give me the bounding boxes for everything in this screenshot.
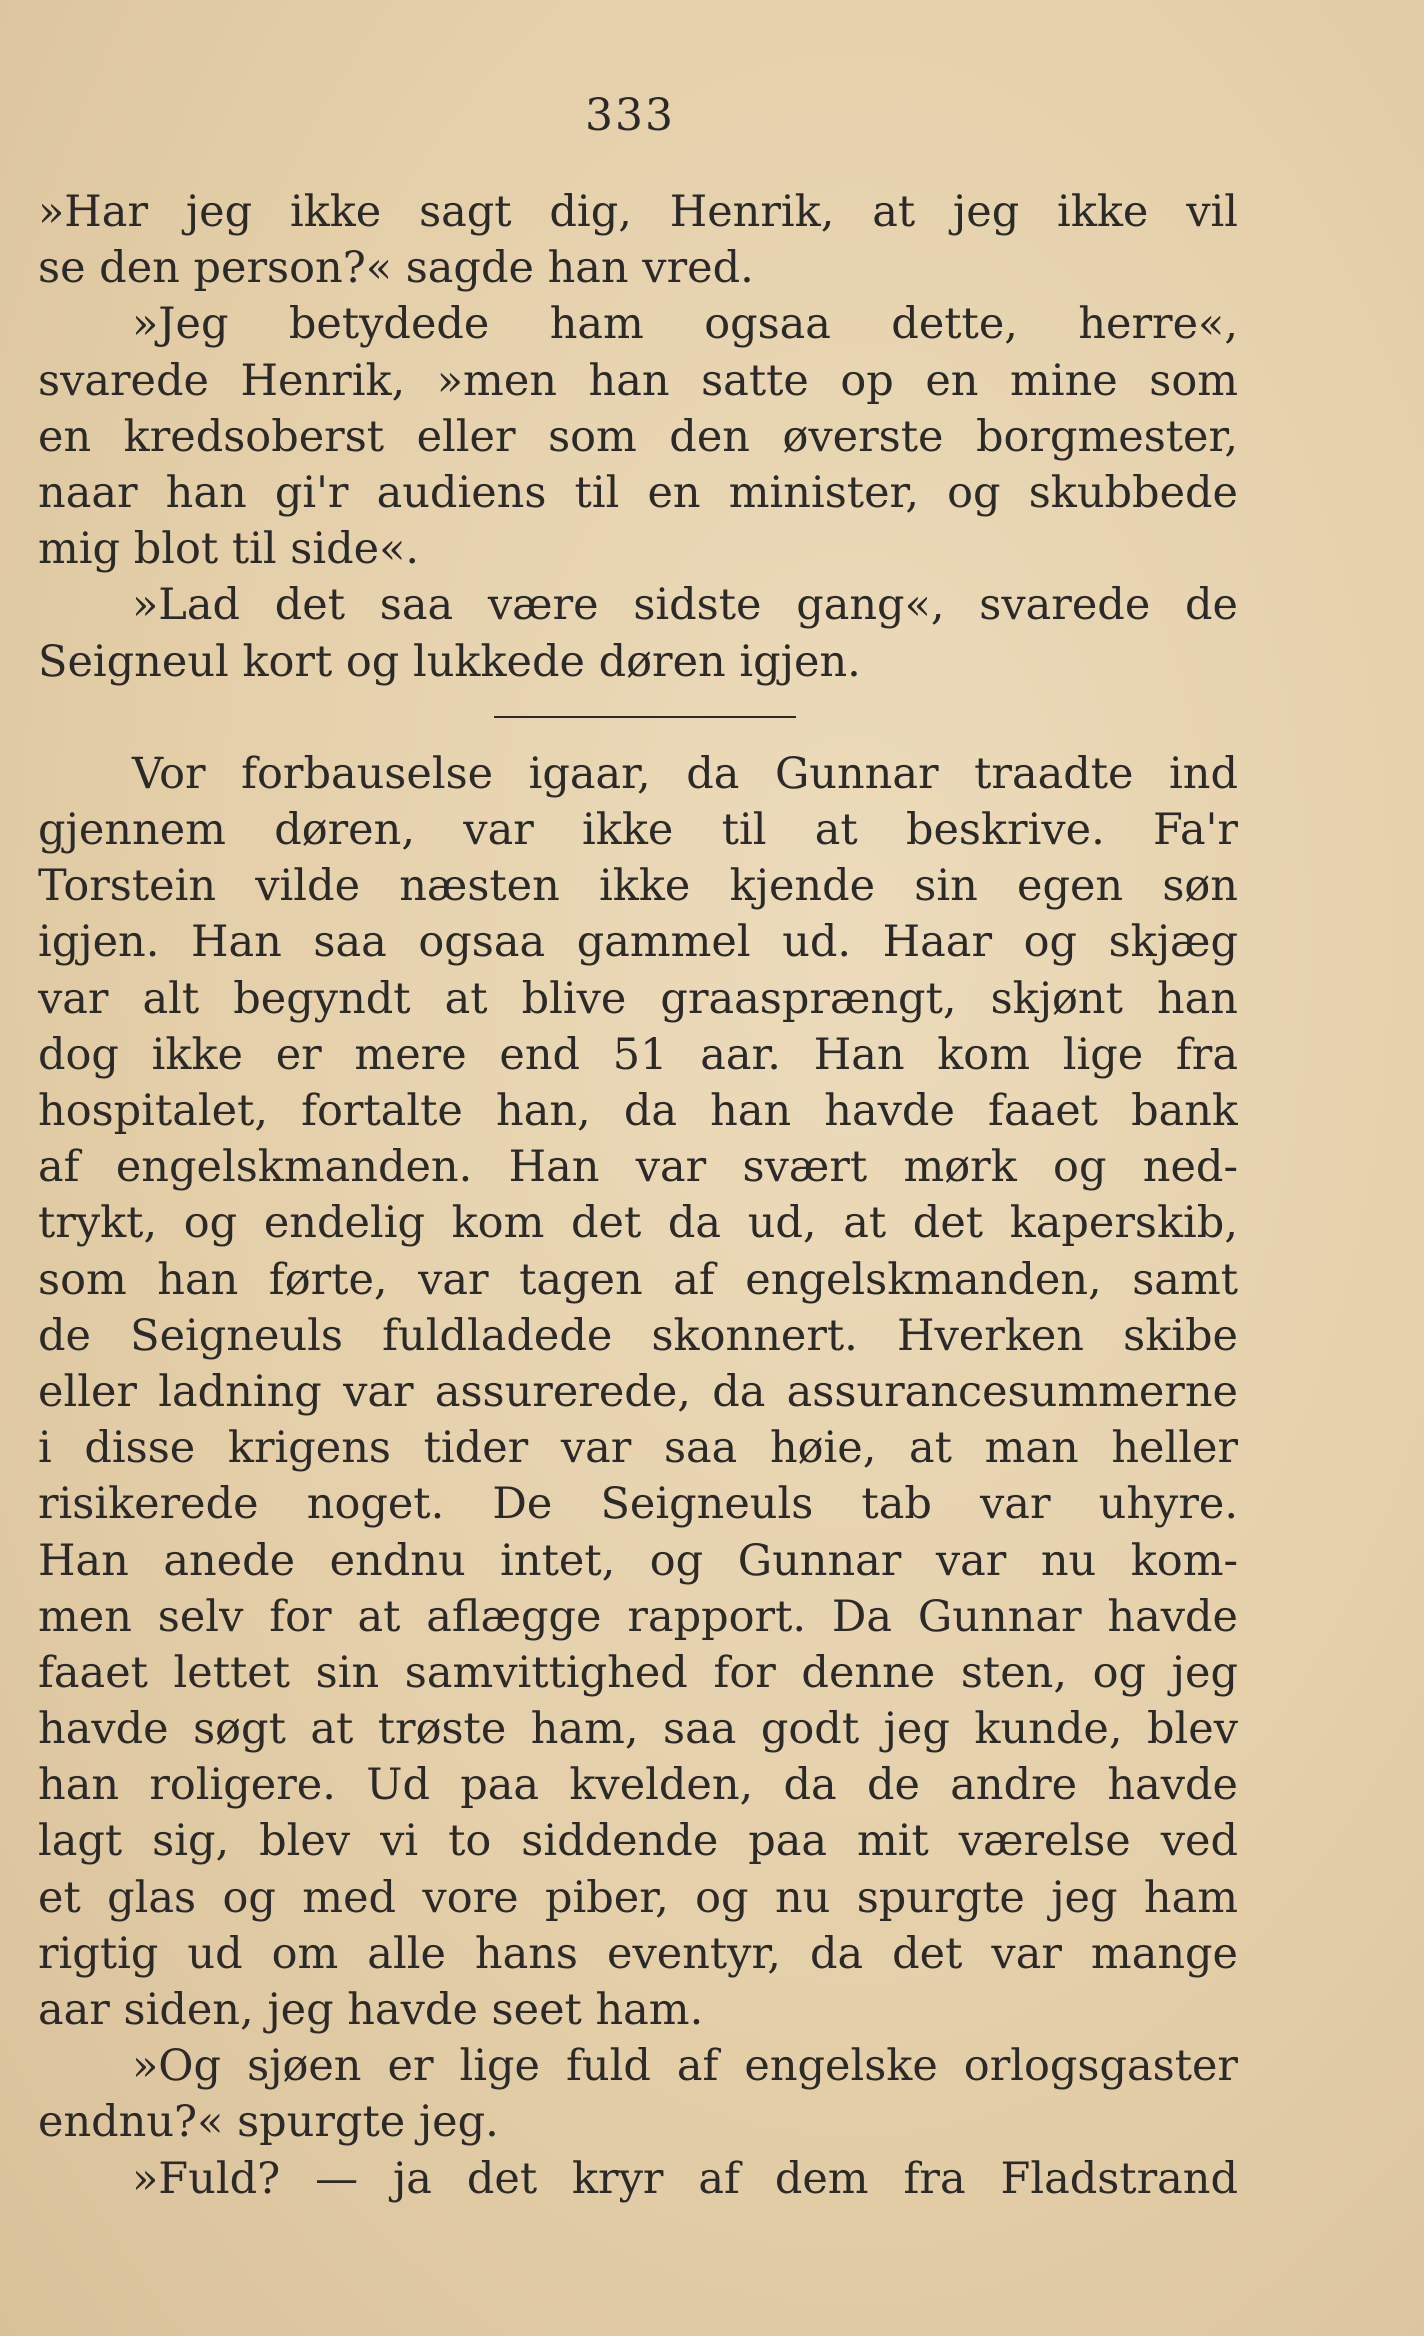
text-line: »Fuld? — ja det kryr af dem fra Fladstrand xyxy=(132,2153,1238,2204)
text-line: eller ladning var assurerede, da assurancesummerne xyxy=(38,1366,1238,1417)
text-line: trykt, og endelig kom det da ud, at det kaperskib, xyxy=(38,1198,1238,1249)
text-line: rigtig ud om alle hans eventyr, da det var mange xyxy=(38,1928,1238,1979)
text-line: Han anede endnu intet, og Gunnar var nu kom- xyxy=(38,1535,1238,1586)
text-line: naar han gi'r audiens til en minister, og skubbede xyxy=(38,467,1238,518)
text-line: »Og sjøen er lige fuld af engelske orlogsgaster xyxy=(132,2041,1238,2092)
text-line: Seigneul kort og lukkede døren igjen. xyxy=(38,636,861,687)
text-line: var alt begyndt at blive graasprængt, skjønt han xyxy=(38,973,1238,1024)
text-line: se den person?« sagde han vred. xyxy=(38,243,754,294)
text-line: »Jeg betydede ham ogsaa dette, herre«, xyxy=(132,299,1238,350)
text-line: Vor forbauselse igaar, da Gunnar traadte ind xyxy=(132,748,1238,799)
passage-after-rule xyxy=(38,746,1238,2207)
text-line: hospitalet, fortalte han, da han havde faaet bank xyxy=(38,1086,1238,1136)
text-line: en kredsoberst eller som den øverste borgmester, xyxy=(38,411,1238,462)
section-divider xyxy=(38,690,1238,746)
text-line: dog ikke er mere end 51 aar. Han kom lige fra xyxy=(38,1029,1238,1080)
divider-rule xyxy=(494,716,796,718)
text-line: et glas og med vore piber, og nu spurgte jeg ham xyxy=(38,1872,1238,1923)
passage-before-rule xyxy=(38,184,1238,690)
text-line: han roligere. Ud paa kvelden, da de andre havde xyxy=(38,1760,1238,1811)
text-line: risikerede noget. De Seigneuls tab var uhyre. xyxy=(38,1479,1238,1530)
text-line: af engelskmanden. Han var svært mørk og ned- xyxy=(38,1142,1238,1193)
text-line: Torstein vilde næsten ikke kjende sin egen søn xyxy=(38,861,1238,912)
text-line: mig blot til side«. xyxy=(38,524,420,575)
text-line: faaet lettet sin samvittighed for denne sten, og jeg xyxy=(38,1647,1238,1698)
text-line: endnu?« spurgte jeg. xyxy=(38,2097,499,2148)
text-line: i disse krigens tider var saa høie, at man heller xyxy=(38,1423,1238,1474)
text-line: de Seigneuls fuldladede skonnert. Hverken skibe xyxy=(38,1310,1238,1361)
text-line: havde søgt at trøste ham, saa godt jeg kunde, blev xyxy=(38,1704,1238,1755)
text-line: lagt sig, blev vi to siddende paa mit værelse ved xyxy=(38,1816,1238,1867)
text-line: »Har jeg ikke sagt dig, Henrik, at jeg ikke vil xyxy=(38,187,1238,237)
text-line: aar siden, jeg havde seet ham. xyxy=(38,1985,704,2035)
body-text xyxy=(38,184,1238,2207)
text-line: gjennem døren, var ikke til at beskrive. Fa'r xyxy=(38,805,1238,856)
page-number: 333 xyxy=(585,90,675,141)
text-line: svarede Henrik, »men han satte op en mine som xyxy=(38,355,1238,406)
text-line: men selv for at aflægge rapport. Da Gunnar havde xyxy=(38,1591,1238,1642)
text-line: »Lad det saa være sidste gang«, svarede de xyxy=(132,580,1238,631)
text-line: som han førte, var tagen af engelskmanden, samt xyxy=(38,1254,1238,1305)
text-line: igjen. Han saa ogsaa gammel ud. Haar og skjæg xyxy=(38,917,1238,968)
